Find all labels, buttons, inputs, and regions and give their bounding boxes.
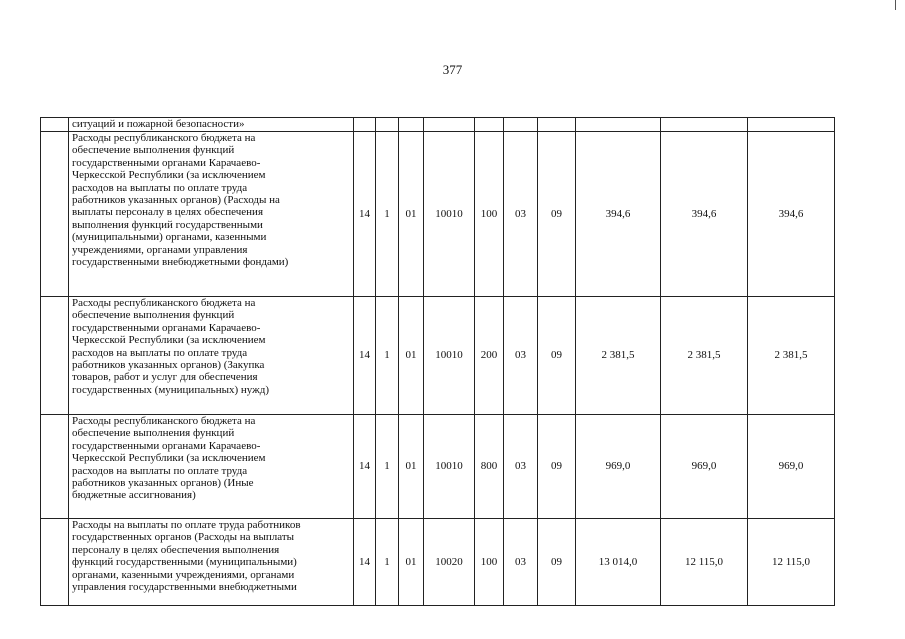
row-number-cell <box>41 297 69 415</box>
budget-table <box>40 117 835 606</box>
expense-name-line: государственными органами Карачаево- <box>72 321 261 334</box>
expense-name-line: Расходы республиканского бюджета на <box>72 297 256 309</box>
amount-year-3-cell: 12 115,0 <box>748 519 835 606</box>
expense-name-line: ситуаций и пожарной безопасности» <box>72 118 245 130</box>
program-code-cell: 1 <box>376 519 399 606</box>
target-article-code-cell: 10010 <box>424 415 475 519</box>
program-code-cell <box>376 118 399 132</box>
expense-name-line: обеспечение выполнения функций <box>72 144 235 157</box>
page-number: 377 <box>442 62 463 77</box>
expense-name-line: обеспечение выполнения функций <box>72 427 235 440</box>
expense-name-cell <box>69 118 354 132</box>
amount-year-1-cell: 969,0 <box>576 415 661 519</box>
expense-name-line: расходов на выплаты по оплате труда <box>72 346 248 359</box>
expense-name-line: государственных органов (Расходы на выплаты <box>72 531 295 544</box>
section-code-cell: 03 <box>504 415 538 519</box>
subprogram-code-cell <box>399 118 424 132</box>
amount-year-1-cell: 394,6 <box>576 132 661 297</box>
expense-name-line: Черкесской Республики (за исключением <box>72 452 266 465</box>
table-row <box>41 519 835 606</box>
expense-name-line: государственных (муниципальных) нужд) <box>72 383 269 396</box>
expense-name-line: учреждениями, органами управления <box>72 243 248 256</box>
amount-year-2-cell: 394,6 <box>661 132 748 297</box>
program-code-cell: 1 <box>376 297 399 415</box>
expense-name-cell <box>69 415 354 519</box>
section-code-cell <box>504 118 538 132</box>
table-row <box>41 118 835 132</box>
program-code-cell: 1 <box>376 132 399 297</box>
row-number-cell <box>41 519 69 606</box>
program-code-cell: 1 <box>376 415 399 519</box>
row-number-cell <box>41 415 69 519</box>
amount-year-1-cell: 13 014,0 <box>576 519 661 606</box>
amount-year-3-cell: 969,0 <box>748 415 835 519</box>
target-article-code-cell: 10010 <box>424 132 475 297</box>
table-row <box>41 415 835 519</box>
expense-name-line: государственными органами Карачаево- <box>72 439 261 452</box>
expense-name-line: работников указанных органов) (Закупка <box>72 359 265 372</box>
subsection-code-cell: 09 <box>538 297 576 415</box>
expense-name-line: расходов на выплаты по оплате труда <box>72 464 248 477</box>
expense-name-line: государственными внебюджетными фондами) <box>72 256 289 269</box>
page-edge-mark <box>895 0 896 10</box>
expense-name-line: работников указанных органов) (Иные <box>72 477 254 490</box>
expense-name-line: персоналу в целях обеспечения выполнения <box>72 543 280 556</box>
amount-year-1-cell <box>576 118 661 132</box>
amount-year-2-cell: 2 381,5 <box>661 297 748 415</box>
amount-year-3-cell: 394,6 <box>748 132 835 297</box>
expense-name-cell <box>69 297 354 415</box>
subsection-code-cell <box>538 118 576 132</box>
table-body <box>41 118 835 606</box>
table-row <box>41 297 835 415</box>
expense-name-line: выполнения функций государственными <box>72 218 263 231</box>
subprogram-code-cell: 01 <box>399 519 424 606</box>
expense-name-line: Черкесской Республики (за исключением <box>72 169 266 182</box>
expense-type-code-cell: 100 <box>475 132 504 297</box>
expense-name-line: обеспечение выполнения функций <box>72 309 235 322</box>
expense-name-line: государственными органами Карачаево- <box>72 156 261 169</box>
row-number-cell <box>41 118 69 132</box>
amount-year-3-cell: 2 381,5 <box>748 297 835 415</box>
expense-name-line: (муниципальными) органами, казенными <box>72 231 267 244</box>
expense-name-cell <box>69 519 354 606</box>
expense-type-code-cell: 100 <box>475 519 504 606</box>
ministry-code-cell: 14 <box>354 415 376 519</box>
ministry-code-cell: 14 <box>354 132 376 297</box>
expense-name-line: выплаты персоналу в целях обеспечения <box>72 206 264 219</box>
expense-name-line: работников указанных органов) (Расходы на <box>72 194 280 207</box>
row-number-cell <box>41 132 69 297</box>
expense-name-line: Расходы республиканского бюджета на <box>72 415 256 427</box>
expense-name-line: расходов на выплаты по оплате труда <box>72 181 248 194</box>
target-article-code-cell <box>424 118 475 132</box>
ministry-code-cell: 14 <box>354 519 376 606</box>
section-code-cell: 03 <box>504 519 538 606</box>
expense-name-cell <box>69 132 354 297</box>
expense-type-code-cell <box>475 118 504 132</box>
subsection-code-cell: 09 <box>538 132 576 297</box>
expense-name-line: функций государственными (муниципальными) <box>72 556 297 569</box>
expense-name-line: Расходы республиканского бюджета на <box>72 132 256 144</box>
ministry-code-cell: 14 <box>354 297 376 415</box>
subprogram-code-cell: 01 <box>399 132 424 297</box>
section-code-cell: 03 <box>504 297 538 415</box>
target-article-code-cell: 10010 <box>424 297 475 415</box>
expense-type-code-cell: 800 <box>475 415 504 519</box>
subprogram-code-cell: 01 <box>399 297 424 415</box>
amount-year-1-cell: 2 381,5 <box>576 297 661 415</box>
subsection-code-cell: 09 <box>538 519 576 606</box>
expense-name-line: управления государственными внебюджетными <box>72 581 297 594</box>
amount-year-2-cell: 12 115,0 <box>661 519 748 606</box>
subsection-code-cell: 09 <box>538 415 576 519</box>
expense-name-line: органами, казенными учреждениями, органами <box>72 568 295 581</box>
amount-year-2-cell <box>661 118 748 132</box>
ministry-code-cell <box>354 118 376 132</box>
target-article-code-cell: 10020 <box>424 519 475 606</box>
expense-type-code-cell: 200 <box>475 297 504 415</box>
subprogram-code-cell: 01 <box>399 415 424 519</box>
table-row <box>41 132 835 297</box>
amount-year-2-cell: 969,0 <box>661 415 748 519</box>
expense-name-line: товаров, работ и услуг для обеспечения <box>72 371 258 384</box>
expense-name-line: Черкесской Республики (за исключением <box>72 334 266 347</box>
expense-name-line: бюджетные ассигнования) <box>72 489 196 502</box>
amount-year-3-cell <box>748 118 835 132</box>
expense-name-line: Расходы на выплаты по оплате труда работников <box>72 519 301 531</box>
section-code-cell: 03 <box>504 132 538 297</box>
